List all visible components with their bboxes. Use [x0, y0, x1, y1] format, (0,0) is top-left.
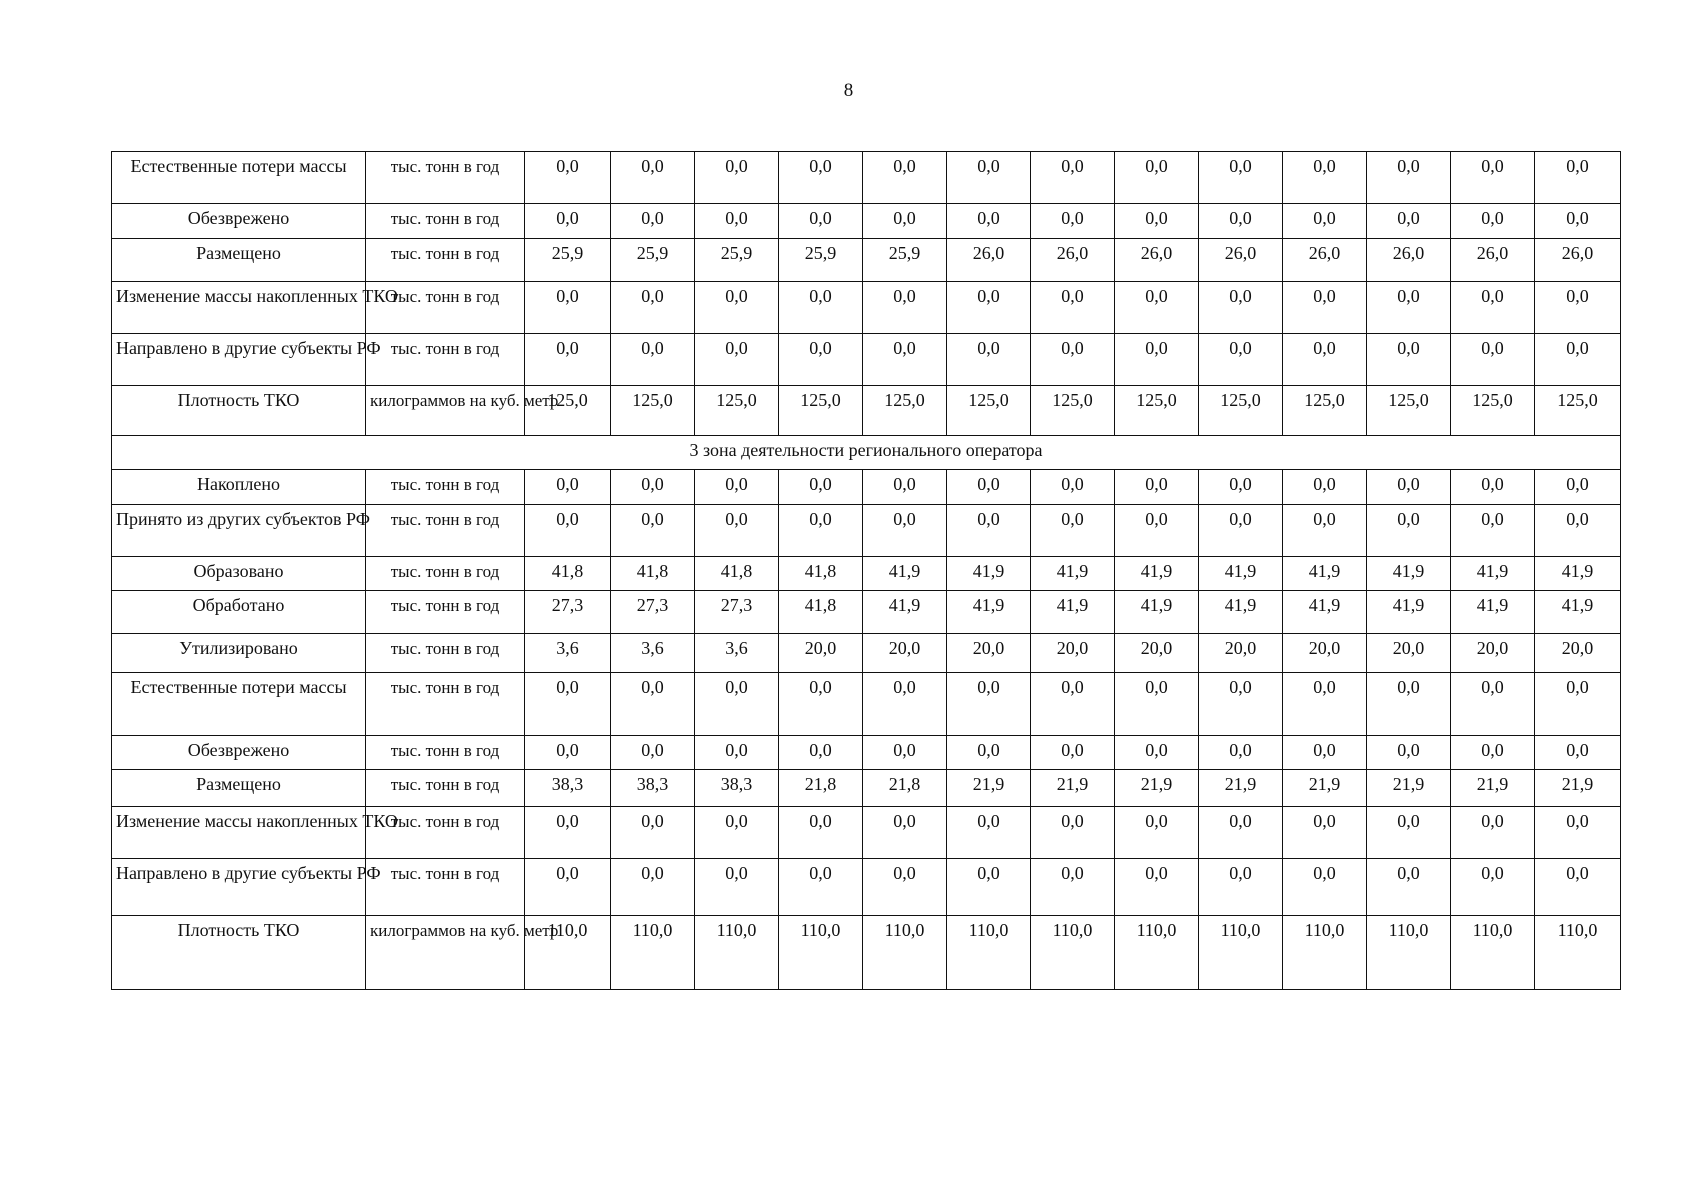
value-cell: 0,0 — [1535, 204, 1621, 239]
value-cell: 0,0 — [1115, 470, 1199, 505]
value-cell: 0,0 — [863, 807, 947, 859]
value-cell: 0,0 — [779, 334, 863, 386]
value-cell: 0,0 — [1367, 334, 1451, 386]
row-unit: тыс. тонн в год — [366, 282, 525, 334]
value-cell: 0,0 — [863, 859, 947, 916]
row-unit: килограммов на куб. метр — [366, 916, 525, 990]
value-cell: 0,0 — [1367, 282, 1451, 334]
value-cell: 41,8 — [779, 591, 863, 634]
value-cell: 110,0 — [1115, 916, 1199, 990]
value-cell: 0,0 — [1283, 204, 1367, 239]
value-cell: 0,0 — [1283, 152, 1367, 204]
value-cell: 110,0 — [947, 916, 1031, 990]
row-unit: тыс. тонн в год — [366, 807, 525, 859]
value-cell: 0,0 — [695, 673, 779, 736]
value-cell: 0,0 — [779, 152, 863, 204]
value-cell: 25,9 — [779, 239, 863, 282]
value-cell: 0,0 — [1283, 505, 1367, 557]
value-cell: 0,0 — [525, 505, 611, 557]
value-cell: 0,0 — [1451, 673, 1535, 736]
row-label: Образовано — [112, 557, 366, 591]
value-cell: 21,9 — [947, 770, 1031, 807]
row-label: Направлено в другие субъекты РФ — [112, 334, 366, 386]
value-cell: 25,9 — [611, 239, 695, 282]
row-unit: тыс. тонн в год — [366, 239, 525, 282]
value-cell: 125,0 — [1283, 386, 1367, 436]
value-cell: 0,0 — [1535, 736, 1621, 770]
value-cell: 0,0 — [695, 859, 779, 916]
value-cell: 0,0 — [525, 334, 611, 386]
value-cell: 0,0 — [863, 673, 947, 736]
value-cell: 41,9 — [1367, 591, 1451, 634]
value-cell: 0,0 — [1031, 859, 1115, 916]
value-cell: 125,0 — [947, 386, 1031, 436]
value-cell: 20,0 — [947, 634, 1031, 673]
table-row — [112, 505, 1621, 557]
value-cell: 0,0 — [695, 807, 779, 859]
value-cell: 0,0 — [525, 282, 611, 334]
value-cell: 0,0 — [525, 152, 611, 204]
row-label: Обезврежено — [112, 204, 366, 239]
value-cell: 0,0 — [1031, 282, 1115, 334]
value-cell: 0,0 — [947, 334, 1031, 386]
value-cell: 0,0 — [1367, 859, 1451, 916]
row-unit: тыс. тонн в год — [366, 591, 525, 634]
row-label: Плотность ТКО — [112, 916, 366, 990]
row-unit: тыс. тонн в год — [366, 470, 525, 505]
value-cell: 110,0 — [1283, 916, 1367, 990]
value-cell: 26,0 — [1031, 239, 1115, 282]
value-cell: 0,0 — [1031, 334, 1115, 386]
value-cell: 0,0 — [1199, 505, 1283, 557]
value-cell: 0,0 — [611, 282, 695, 334]
value-cell: 125,0 — [1115, 386, 1199, 436]
value-cell: 0,0 — [695, 152, 779, 204]
value-cell: 0,0 — [1451, 282, 1535, 334]
value-cell: 41,8 — [695, 557, 779, 591]
value-cell: 0,0 — [1031, 736, 1115, 770]
table-row — [112, 859, 1621, 916]
value-cell: 38,3 — [611, 770, 695, 807]
value-cell: 21,9 — [1367, 770, 1451, 807]
value-cell: 0,0 — [525, 807, 611, 859]
value-cell: 110,0 — [863, 916, 947, 990]
row-label: Плотность ТКО — [112, 386, 366, 436]
value-cell: 0,0 — [947, 505, 1031, 557]
value-cell: 110,0 — [779, 916, 863, 990]
value-cell: 0,0 — [695, 334, 779, 386]
value-cell: 125,0 — [863, 386, 947, 436]
value-cell: 0,0 — [947, 859, 1031, 916]
value-cell: 0,0 — [1535, 152, 1621, 204]
value-cell: 0,0 — [1115, 204, 1199, 239]
value-cell: 41,9 — [1031, 591, 1115, 634]
value-cell: 0,0 — [1451, 152, 1535, 204]
table-row — [112, 634, 1621, 673]
value-cell: 26,0 — [1115, 239, 1199, 282]
value-cell: 41,9 — [863, 557, 947, 591]
value-cell: 0,0 — [1367, 204, 1451, 239]
value-cell: 0,0 — [1283, 673, 1367, 736]
value-cell: 0,0 — [1199, 152, 1283, 204]
value-cell: 0,0 — [611, 736, 695, 770]
row-label: Размещено — [112, 770, 366, 807]
value-cell: 20,0 — [1199, 634, 1283, 673]
value-cell: 26,0 — [1451, 239, 1535, 282]
value-cell: 27,3 — [525, 591, 611, 634]
value-cell: 0,0 — [1451, 859, 1535, 916]
value-cell: 0,0 — [1115, 673, 1199, 736]
value-cell: 21,9 — [1451, 770, 1535, 807]
value-cell: 41,8 — [779, 557, 863, 591]
value-cell: 0,0 — [1283, 736, 1367, 770]
value-cell: 0,0 — [863, 204, 947, 239]
table-row — [112, 204, 1621, 239]
value-cell: 0,0 — [1199, 807, 1283, 859]
value-cell: 0,0 — [1535, 470, 1621, 505]
value-cell: 0,0 — [1283, 470, 1367, 505]
row-label: Обезврежено — [112, 736, 366, 770]
value-cell: 0,0 — [947, 152, 1031, 204]
table-row — [112, 557, 1621, 591]
table-row — [112, 282, 1621, 334]
value-cell: 3,6 — [611, 634, 695, 673]
row-unit: тыс. тонн в год — [366, 770, 525, 807]
table-row — [112, 591, 1621, 634]
value-cell: 0,0 — [1451, 505, 1535, 557]
value-cell: 3,6 — [695, 634, 779, 673]
value-cell: 0,0 — [1115, 859, 1199, 916]
value-cell: 26,0 — [947, 239, 1031, 282]
value-cell: 0,0 — [1535, 859, 1621, 916]
value-cell: 125,0 — [1367, 386, 1451, 436]
value-cell: 0,0 — [611, 673, 695, 736]
value-cell: 0,0 — [779, 470, 863, 505]
value-cell: 25,9 — [525, 239, 611, 282]
value-cell: 0,0 — [1535, 673, 1621, 736]
value-cell: 0,0 — [779, 807, 863, 859]
value-cell: 0,0 — [1199, 282, 1283, 334]
value-cell: 0,0 — [611, 334, 695, 386]
value-cell: 0,0 — [695, 204, 779, 239]
table-row — [112, 916, 1621, 990]
table-row — [112, 386, 1621, 436]
section-row — [112, 436, 1621, 470]
value-cell: 125,0 — [525, 386, 611, 436]
table-row — [112, 334, 1621, 386]
value-cell: 41,9 — [1451, 591, 1535, 634]
value-cell: 125,0 — [1535, 386, 1621, 436]
value-cell: 0,0 — [1199, 859, 1283, 916]
value-cell: 26,0 — [1283, 239, 1367, 282]
value-cell: 20,0 — [1283, 634, 1367, 673]
value-cell: 0,0 — [611, 505, 695, 557]
value-cell: 0,0 — [525, 204, 611, 239]
value-cell: 21,9 — [1115, 770, 1199, 807]
value-cell: 110,0 — [1199, 916, 1283, 990]
row-label: Естественные потери массы — [112, 152, 366, 204]
value-cell: 0,0 — [947, 204, 1031, 239]
value-cell: 3,6 — [525, 634, 611, 673]
value-cell: 20,0 — [1535, 634, 1621, 673]
value-cell: 41,9 — [947, 591, 1031, 634]
value-cell: 0,0 — [1451, 736, 1535, 770]
value-cell: 0,0 — [1451, 807, 1535, 859]
value-cell: 21,8 — [779, 770, 863, 807]
value-cell: 26,0 — [1367, 239, 1451, 282]
row-label: Утилизировано — [112, 634, 366, 673]
value-cell: 41,9 — [863, 591, 947, 634]
page-number: 8 — [843, 80, 854, 101]
value-cell: 0,0 — [1031, 470, 1115, 505]
value-cell: 0,0 — [863, 334, 947, 386]
value-cell: 0,0 — [1535, 334, 1621, 386]
value-cell: 0,0 — [1367, 673, 1451, 736]
row-label: Направлено в другие субъекты РФ — [112, 859, 366, 916]
value-cell: 0,0 — [1367, 152, 1451, 204]
value-cell: 0,0 — [1535, 807, 1621, 859]
value-cell: 21,9 — [1535, 770, 1621, 807]
value-cell: 125,0 — [611, 386, 695, 436]
row-label: Размещено — [112, 239, 366, 282]
value-cell: 0,0 — [1535, 282, 1621, 334]
value-cell: 110,0 — [611, 916, 695, 990]
value-cell: 41,9 — [1283, 557, 1367, 591]
row-unit: тыс. тонн в год — [366, 204, 525, 239]
value-cell: 0,0 — [1283, 859, 1367, 916]
value-cell: 20,0 — [1367, 634, 1451, 673]
value-cell: 0,0 — [611, 470, 695, 505]
value-cell: 21,9 — [1199, 770, 1283, 807]
value-cell: 0,0 — [863, 152, 947, 204]
row-unit: тыс. тонн в год — [366, 634, 525, 673]
value-cell: 41,9 — [1535, 557, 1621, 591]
table-row — [112, 807, 1621, 859]
row-label: Естественные потери массы — [112, 673, 366, 736]
value-cell: 0,0 — [779, 505, 863, 557]
table-row — [112, 673, 1621, 736]
value-cell: 0,0 — [695, 282, 779, 334]
value-cell: 20,0 — [1451, 634, 1535, 673]
value-cell: 0,0 — [1367, 505, 1451, 557]
row-label: Обработано — [112, 591, 366, 634]
value-cell: 41,9 — [1115, 557, 1199, 591]
row-unit: тыс. тонн в год — [366, 859, 525, 916]
value-cell: 0,0 — [611, 807, 695, 859]
value-cell: 0,0 — [1199, 673, 1283, 736]
row-label: Изменение массы накопленных ТКО — [112, 282, 366, 334]
value-cell: 26,0 — [1199, 239, 1283, 282]
value-cell: 0,0 — [779, 736, 863, 770]
value-cell: 41,9 — [1283, 591, 1367, 634]
value-cell: 41,9 — [1199, 557, 1283, 591]
value-cell: 41,9 — [947, 557, 1031, 591]
row-label: Принято из других субъектов РФ — [112, 505, 366, 557]
value-cell: 0,0 — [1199, 470, 1283, 505]
value-cell: 0,0 — [1283, 282, 1367, 334]
value-cell: 0,0 — [1451, 334, 1535, 386]
value-cell: 125,0 — [779, 386, 863, 436]
row-label: Накоплено — [112, 470, 366, 505]
value-cell: 0,0 — [863, 505, 947, 557]
value-cell: 0,0 — [695, 505, 779, 557]
value-cell: 0,0 — [779, 204, 863, 239]
value-cell: 0,0 — [1115, 152, 1199, 204]
value-cell: 0,0 — [1199, 204, 1283, 239]
value-cell: 20,0 — [863, 634, 947, 673]
row-unit: тыс. тонн в год — [366, 505, 525, 557]
value-cell: 0,0 — [863, 282, 947, 334]
value-cell: 0,0 — [1031, 505, 1115, 557]
value-cell: 0,0 — [863, 470, 947, 505]
value-cell: 38,3 — [525, 770, 611, 807]
value-cell: 41,9 — [1031, 557, 1115, 591]
value-cell: 0,0 — [1451, 204, 1535, 239]
value-cell: 0,0 — [947, 470, 1031, 505]
value-cell: 0,0 — [947, 736, 1031, 770]
value-cell: 0,0 — [1199, 736, 1283, 770]
table-row — [112, 770, 1621, 807]
value-cell: 0,0 — [525, 736, 611, 770]
row-unit: тыс. тонн в год — [366, 557, 525, 591]
value-cell: 21,9 — [1283, 770, 1367, 807]
value-cell: 110,0 — [525, 916, 611, 990]
value-cell: 125,0 — [695, 386, 779, 436]
waste-balance-table — [111, 151, 1621, 990]
section-title: 3 зона деятельности регионального оператора — [112, 436, 1621, 470]
value-cell: 0,0 — [1031, 807, 1115, 859]
value-cell: 20,0 — [1031, 634, 1115, 673]
value-cell: 0,0 — [1367, 807, 1451, 859]
value-cell: 41,8 — [611, 557, 695, 591]
value-cell: 0,0 — [863, 736, 947, 770]
value-cell: 125,0 — [1031, 386, 1115, 436]
value-cell: 41,9 — [1535, 591, 1621, 634]
value-cell: 21,9 — [1031, 770, 1115, 807]
value-cell: 27,3 — [611, 591, 695, 634]
value-cell: 125,0 — [1451, 386, 1535, 436]
row-unit: тыс. тонн в год — [366, 152, 525, 204]
value-cell: 0,0 — [779, 859, 863, 916]
value-cell: 0,0 — [1031, 673, 1115, 736]
value-cell: 26,0 — [1535, 239, 1621, 282]
value-cell: 110,0 — [1031, 916, 1115, 990]
value-cell: 125,0 — [1199, 386, 1283, 436]
value-cell: 25,9 — [863, 239, 947, 282]
value-cell: 21,8 — [863, 770, 947, 807]
value-cell: 0,0 — [1115, 334, 1199, 386]
value-cell: 110,0 — [1451, 916, 1535, 990]
value-cell: 0,0 — [1031, 152, 1115, 204]
table-row — [112, 152, 1621, 204]
value-cell: 0,0 — [1115, 505, 1199, 557]
value-cell: 20,0 — [779, 634, 863, 673]
value-cell: 110,0 — [1535, 916, 1621, 990]
value-cell: 0,0 — [1031, 204, 1115, 239]
value-cell: 41,8 — [525, 557, 611, 591]
value-cell: 0,0 — [947, 282, 1031, 334]
table-row — [112, 736, 1621, 770]
value-cell: 0,0 — [525, 673, 611, 736]
value-cell: 0,0 — [947, 807, 1031, 859]
value-cell: 27,3 — [695, 591, 779, 634]
value-cell: 0,0 — [1283, 807, 1367, 859]
value-cell: 25,9 — [695, 239, 779, 282]
value-cell: 0,0 — [1115, 282, 1199, 334]
value-cell: 0,0 — [611, 204, 695, 239]
value-cell: 0,0 — [1367, 736, 1451, 770]
row-unit: тыс. тонн в год — [366, 673, 525, 736]
value-cell: 0,0 — [947, 673, 1031, 736]
value-cell: 0,0 — [611, 859, 695, 916]
value-cell: 20,0 — [1115, 634, 1199, 673]
value-cell: 0,0 — [1199, 334, 1283, 386]
value-cell: 0,0 — [1451, 470, 1535, 505]
value-cell: 41,9 — [1451, 557, 1535, 591]
row-unit: тыс. тонн в год — [366, 736, 525, 770]
row-label: Изменение массы накопленных ТКО — [112, 807, 366, 859]
row-unit: килограммов на куб. метр — [366, 386, 525, 436]
value-cell: 38,3 — [695, 770, 779, 807]
value-cell: 110,0 — [1367, 916, 1451, 990]
value-cell: 0,0 — [1115, 807, 1199, 859]
value-cell: 110,0 — [695, 916, 779, 990]
value-cell: 0,0 — [779, 673, 863, 736]
value-cell: 0,0 — [1367, 470, 1451, 505]
value-cell: 0,0 — [1283, 334, 1367, 386]
value-cell: 41,9 — [1367, 557, 1451, 591]
value-cell: 0,0 — [1115, 736, 1199, 770]
table-row — [112, 470, 1621, 505]
value-cell: 0,0 — [695, 736, 779, 770]
value-cell: 0,0 — [695, 470, 779, 505]
table-row — [112, 239, 1621, 282]
value-cell: 0,0 — [779, 282, 863, 334]
value-cell: 0,0 — [611, 152, 695, 204]
value-cell: 41,9 — [1115, 591, 1199, 634]
value-cell: 41,9 — [1199, 591, 1283, 634]
value-cell: 0,0 — [525, 470, 611, 505]
row-unit: тыс. тонн в год — [366, 334, 525, 386]
value-cell: 0,0 — [525, 859, 611, 916]
value-cell: 0,0 — [1535, 505, 1621, 557]
